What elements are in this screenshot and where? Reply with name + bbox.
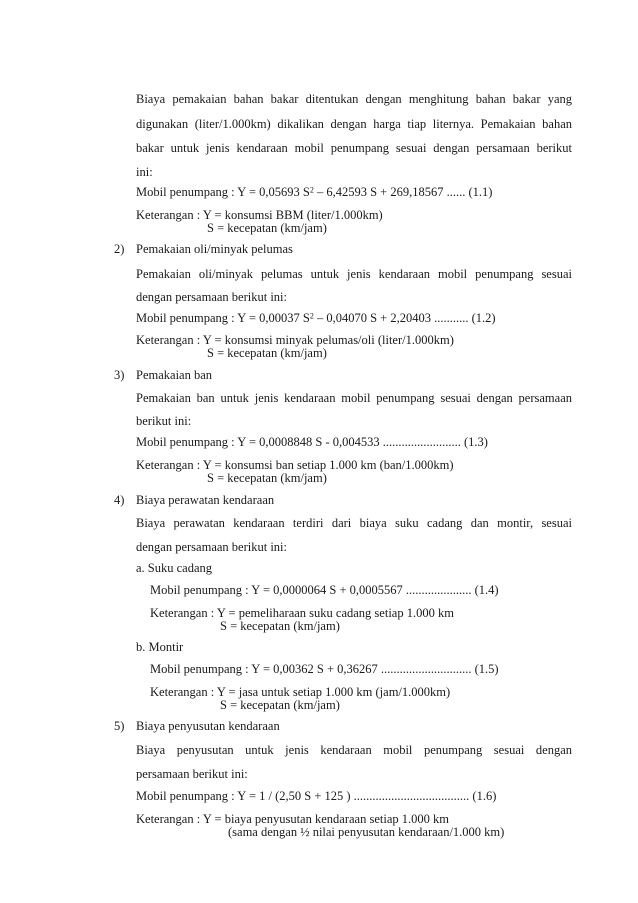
section-3-line-2: berikut ini: <box>136 414 192 428</box>
keterangan-1-5-y: Keterangan : Y = jasa untuk setiap 1.000 km (jam/1.000km) <box>150 685 451 699</box>
intro-line-4: ini: <box>136 165 153 179</box>
section-3-heading: Pemakaian ban <box>136 368 213 382</box>
section-4-line-2: dengan persamaan berikut ini: <box>136 540 287 554</box>
section-3-line-1: Pemakaian ban untuk jenis kendaraan mobil penumpang sesuai dengan persamaan <box>136 391 572 405</box>
section-5-number: 5) <box>114 719 125 733</box>
section-5-line-2: persamaan berikut ini: <box>136 767 248 781</box>
section-2-line-1: Pemakaian oli/minyak pelumas untuk jenis kendaraan mobil penumpang sesuai <box>136 267 572 281</box>
keterangan-1-2-s: S = kecepatan (km/jam) <box>207 346 327 360</box>
keterangan-1-4-y: Keterangan : Y = pemeliharaan suku cadang setiap 1.000 km <box>150 606 454 620</box>
section-4-line-1: Biaya perawatan kendaraan terdiri dari biaya suku cadang dan montir, sesuai <box>136 516 572 530</box>
keterangan-1-1-s: S = kecepatan (km/jam) <box>207 221 327 235</box>
section-2-line-2: dengan persamaan berikut ini: <box>136 290 287 304</box>
keterangan-1-4-s: S = kecepatan (km/jam) <box>220 619 340 633</box>
keterangan-1-6-y: Keterangan : Y = biaya penyusutan kendaraan setiap 1.000 km <box>136 812 449 826</box>
equation-1-2: Mobil penumpang : Y = 0,00037 $S^2 - 0,04070$ S + 2,20403 ........... (1.2) <box>136 311 496 325</box>
equation-1-6: Mobil penumpang : Y = 1 / (2,50 S + 125 ) ..................................... (1.6) <box>136 789 497 803</box>
section-5-line-1: Biaya penyusutan untuk jenis kendaraan mobil penumpang sesuai dengan <box>136 743 572 757</box>
subsection-a-title: a. Suku cadang <box>136 561 213 575</box>
keterangan-1-2-y: Keterangan : Y = konsumsi minyak pelumas/oli (liter/1.000km) <box>136 333 454 347</box>
section-4-heading: Biaya perawatan kendaraan <box>136 493 275 507</box>
section-2-heading: Pemakaian oli/minyak pelumas <box>136 242 293 256</box>
keterangan-1-6-note: (sama dengan ½ nilai penyusutan kendaraan/1.000 km) <box>228 825 505 839</box>
intro-line-1: Biaya pemakaian bahan bakar ditentukan dengan menghitung bahan bakar yang <box>136 92 572 106</box>
equation-1-5: Mobil penumpang : Y = 0,00362 S + 0,36267 ............................. (1.5) <box>150 662 499 676</box>
equation-1-4: Mobil penumpang : Y = 0,0000064 S + 0,0005567 ..................... (1.4) <box>150 583 499 597</box>
keterangan-1-3-y: Keterangan : Y = konsumsi ban setiap 1.000 km (ban/1.000km) <box>136 458 454 472</box>
section-2-number: 2) <box>114 242 125 256</box>
keterangan-1-5-s: S = kecepatan (km/jam) <box>220 698 340 712</box>
equation-1-3: Mobil penumpang : Y = 0,0008848 S - 0,004533 ......................... (1.3) <box>136 435 488 449</box>
equation-1-1: Mobil penumpang : Y = 0,05693 $S^2 - 6,42593$ S + 269,18567 ...... (1.1) <box>136 185 493 199</box>
intro-line-3: bakar untuk jenis kendaraan mobil penumpang sesuai dengan persamaan berikut <box>136 141 572 155</box>
keterangan-1-1-y: Keterangan : Y = konsumsi BBM (liter/1.000km) <box>136 208 383 222</box>
keterangan-1-3-s: S = kecepatan (km/jam) <box>207 471 327 485</box>
section-3-number: 3) <box>114 368 125 382</box>
section-4-number: 4) <box>114 493 125 507</box>
subsection-b-title: b. Montir <box>136 640 184 654</box>
intro-line-2: digunakan (liter/1.000km) dikalikan dengan harga tiap liternya. Pemakaian bahan <box>136 117 572 131</box>
section-5-heading: Biaya penyusutan kendaraan <box>136 719 280 733</box>
